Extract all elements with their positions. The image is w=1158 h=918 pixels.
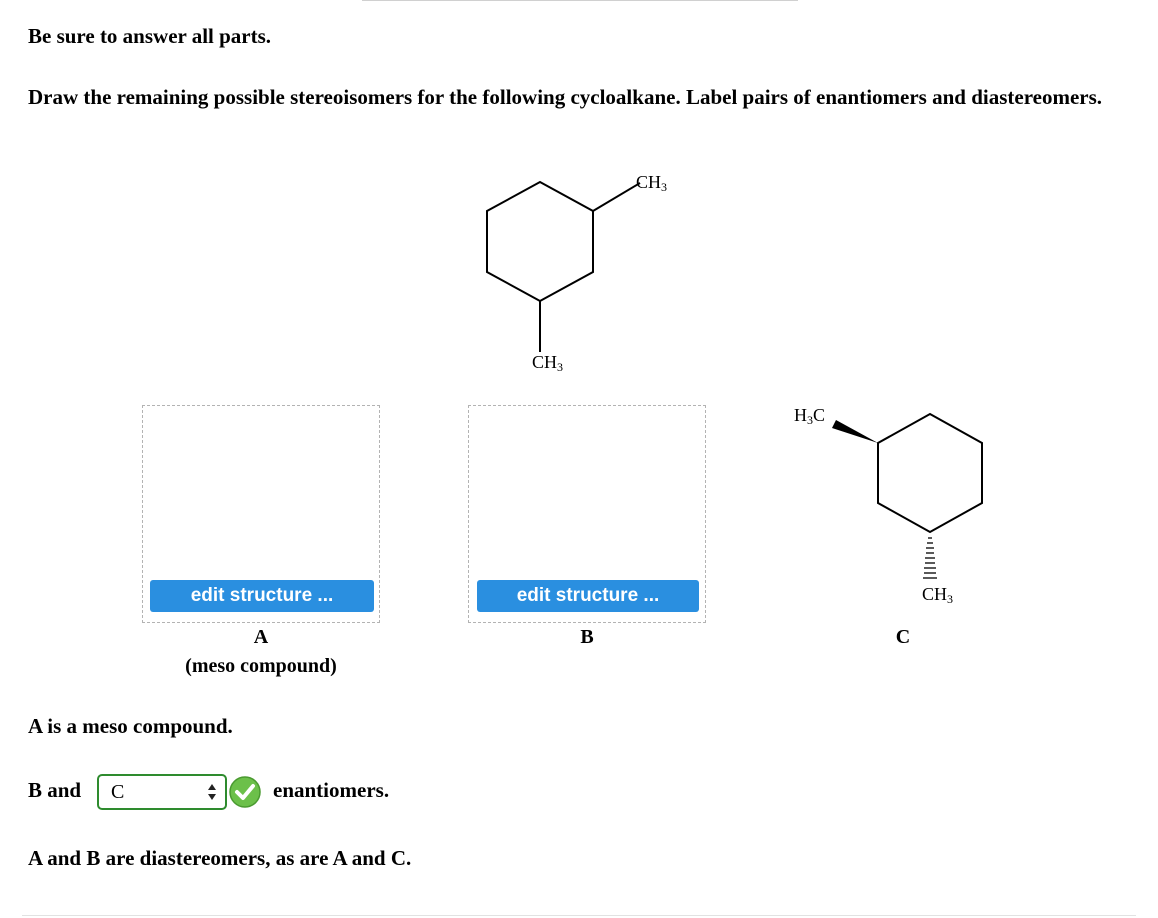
wedge-group-label: $H_3C$ [794, 405, 826, 427]
compound-label-a: A [253, 626, 269, 648]
edit-structure-button-b[interactable]: edit structure ... [477, 580, 699, 612]
edit-structure-button-a[interactable]: edit structure ... [150, 580, 374, 612]
given-bond-top [593, 183, 640, 211]
given-ring [487, 182, 593, 301]
check-circle-icon [228, 775, 264, 809]
dash-group-label: $CH_3$ [922, 584, 954, 606]
select-value: C [111, 781, 125, 803]
meso-note: (meso compound) [185, 655, 337, 677]
diastereomer-statement: A and B are diastereomers, as are A and C. [28, 846, 412, 870]
meso-statement: A is a meso compound. [28, 714, 233, 738]
pair-prefix: B and [28, 778, 82, 802]
question-text: Draw the remaining possible stereoisomers for the following cycloalkane. Label pairs of enantiomers and diastereomers. [28, 85, 1103, 109]
substituent-bottom-label: $CH_3$ [532, 352, 564, 374]
compound-label-b: B [580, 626, 594, 648]
bottom-divider [22, 915, 1136, 916]
hashed-bond [923, 538, 937, 578]
given-structure [487, 182, 640, 352]
compound-label-c: C [895, 626, 911, 648]
compound-c-structure [878, 414, 982, 532]
pair-suffix: enantiomers. [273, 778, 390, 802]
enantiomer-pair-select[interactable] [97, 774, 227, 810]
top-divider [362, 0, 798, 1]
up-down-arrows-icon [207, 782, 217, 802]
wedge-bond [832, 420, 878, 443]
substituent-top-label: $CH_3$ [636, 172, 668, 194]
compound-c-ring [878, 414, 982, 532]
instructions-text: Be sure to answer all parts. [28, 24, 272, 48]
